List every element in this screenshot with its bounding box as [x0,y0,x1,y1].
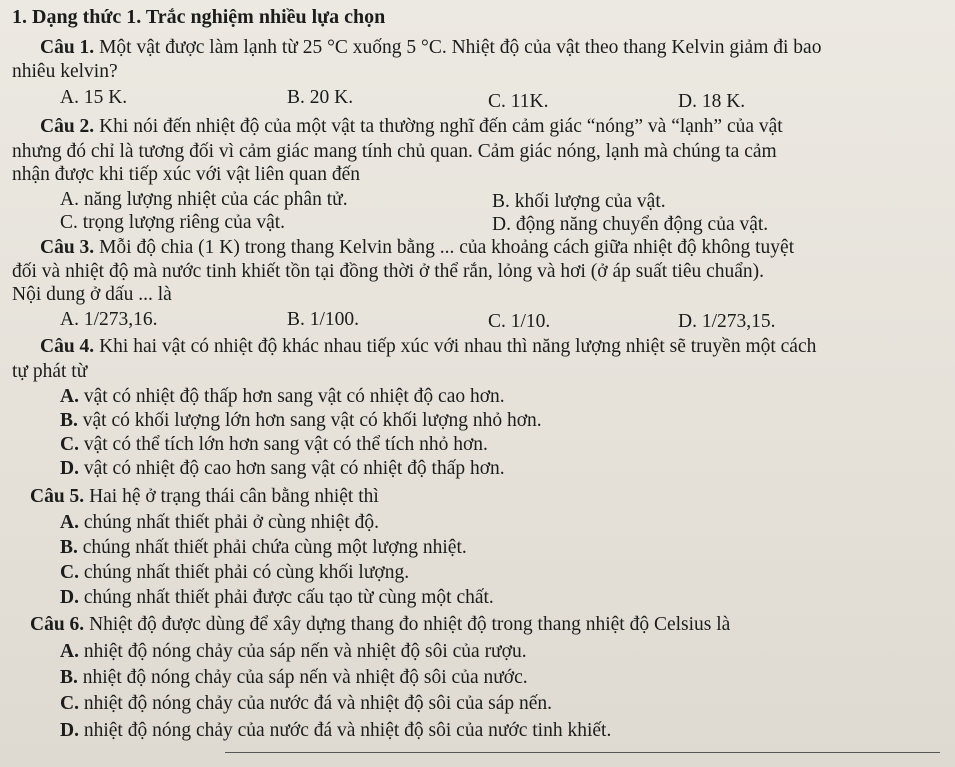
question-5-text-1: Hai hệ ở trạng thái cân bằng nhiệt thì [89,486,379,507]
question-6-option-a: A. nhiệt độ nóng chảy của sáp nến và nhiệt độ sôi của rượu. [60,641,527,662]
question-4-option-a: A. vật có nhiệt độ thấp hơn sang vật có nhiệt độ cao hơn. [60,386,505,407]
question-3-option-d: D. 1/273,15. [678,311,776,332]
question-3-option-b: B. 1/100. [287,309,360,330]
question-5-option-d: D. chúng nhất thiết phải được cấu tạo từ cùng một chất. [60,587,494,608]
question-2-line-1 [40,116,783,138]
question-3-option-a: A. 1/273,16. [60,309,158,330]
question-1-line-1 [40,37,821,59]
question-2-option-a: A. năng lượng nhiệt của các phân tử. [60,189,348,210]
question-6-number: Câu 6. [30,614,85,635]
question-3-text-1: Mỗi độ chia (1 K) trong thang Kelvin bằng ... của khoảng cách giữa nhiệt độ không tuyệt [99,237,795,258]
question-2-option-b: B. khối lượng của vật. [492,191,666,212]
question-4-number: Câu 4. [40,336,95,357]
question-1-option-c: C. 11K. [488,91,549,112]
question-1-option-a: A. 15 K. [60,87,128,108]
question-2-number: Câu 2. [40,116,95,137]
question-6-line-1 [30,614,730,636]
question-4-line-1 [40,336,816,358]
question-1-text-1: Một vật được làm lạnh từ 25 °C xuống 5 °C. Nhiệt độ của vật theo thang Kelvin giảm đi bao [99,37,822,58]
question-1-option-d: D. 18 K. [678,91,746,112]
section-title: 1. Dạng thức 1. Trắc nghiệm nhiều lựa chọn [12,6,386,28]
question-2-text-3: nhận được khi tiếp xúc với vật liên quan đến [12,164,360,185]
question-5-option-a: A. chúng nhất thiết phải ở cùng nhiệt độ. [60,512,380,533]
question-2-option-c: C. trọng lượng riêng của vật. [60,212,286,233]
question-3-text-3: Nội dung ở dấu ... là [12,284,172,305]
question-5-option-c: C. chúng nhất thiết phải có cùng khối lượng. [60,562,410,583]
question-4-text-1: Khi hai vật có nhiệt độ khác nhau tiếp xúc với nhau thì năng lượng nhiệt sẽ truyền một cách [99,336,817,357]
question-5-number: Câu 5. [30,486,85,507]
question-1-option-b: B. 20 K. [287,87,354,108]
question-4-text-2: tự phát từ [12,361,88,382]
question-3-number: Câu 3. [40,237,95,258]
question-2-option-d: D. động năng chuyển động của vật. [492,214,769,235]
question-3-line-1 [40,237,794,259]
bottom-divider [225,752,940,753]
question-3-text-2: đối và nhiệt độ mà nước tinh khiết tồn tại đồng thời ở thể rắn, lỏng và hơi (ở áp suất tiêu chuẩn). [12,261,765,282]
question-2-text-1: Khi nói đến nhiệt độ của một vật ta thường nghĩ đến cảm giác “nóng” và “lạnh” của vật [99,116,783,137]
question-5-option-b: B. chúng nhất thiết phải chứa cùng một lượng nhiệt. [60,537,467,558]
question-1-text-2: nhiêu kelvin? [12,61,118,82]
question-6-option-c: C. nhiệt độ nóng chảy của nước đá và nhiệt độ sôi của sáp nến. [60,693,553,714]
question-1-number: Câu 1. [40,37,95,58]
question-4-option-b: B. vật có khối lượng lớn hơn sang vật có khối lượng nhỏ hơn. [60,410,542,431]
question-4-option-c: C. vật có thể tích lớn hơn sang vật có thể tích nhỏ hơn. [60,434,488,455]
question-6-text-1: Nhiệt độ được dùng để xây dựng thang đo nhiệt độ trong thang nhiệt độ Celsius là [89,614,731,635]
question-4-option-d: D. vật có nhiệt độ cao hơn sang vật có nhiệt độ thấp hơn. [60,458,505,479]
question-6-option-d: D. nhiệt độ nóng chảy của nước đá và nhiệt độ sôi của nước tinh khiết. [60,720,612,741]
question-6-option-b: B. nhiệt độ nóng chảy của sáp nến và nhiệt độ sôi của nước. [60,667,528,688]
question-5-line-1 [30,486,379,508]
question-3-option-c: C. 1/10. [488,311,551,332]
question-2-text-2: nhưng đó chỉ là tương đối vì cảm giác mang tính chủ quan. Cảm giác nóng, lạnh mà chúng ta cảm [12,141,777,162]
